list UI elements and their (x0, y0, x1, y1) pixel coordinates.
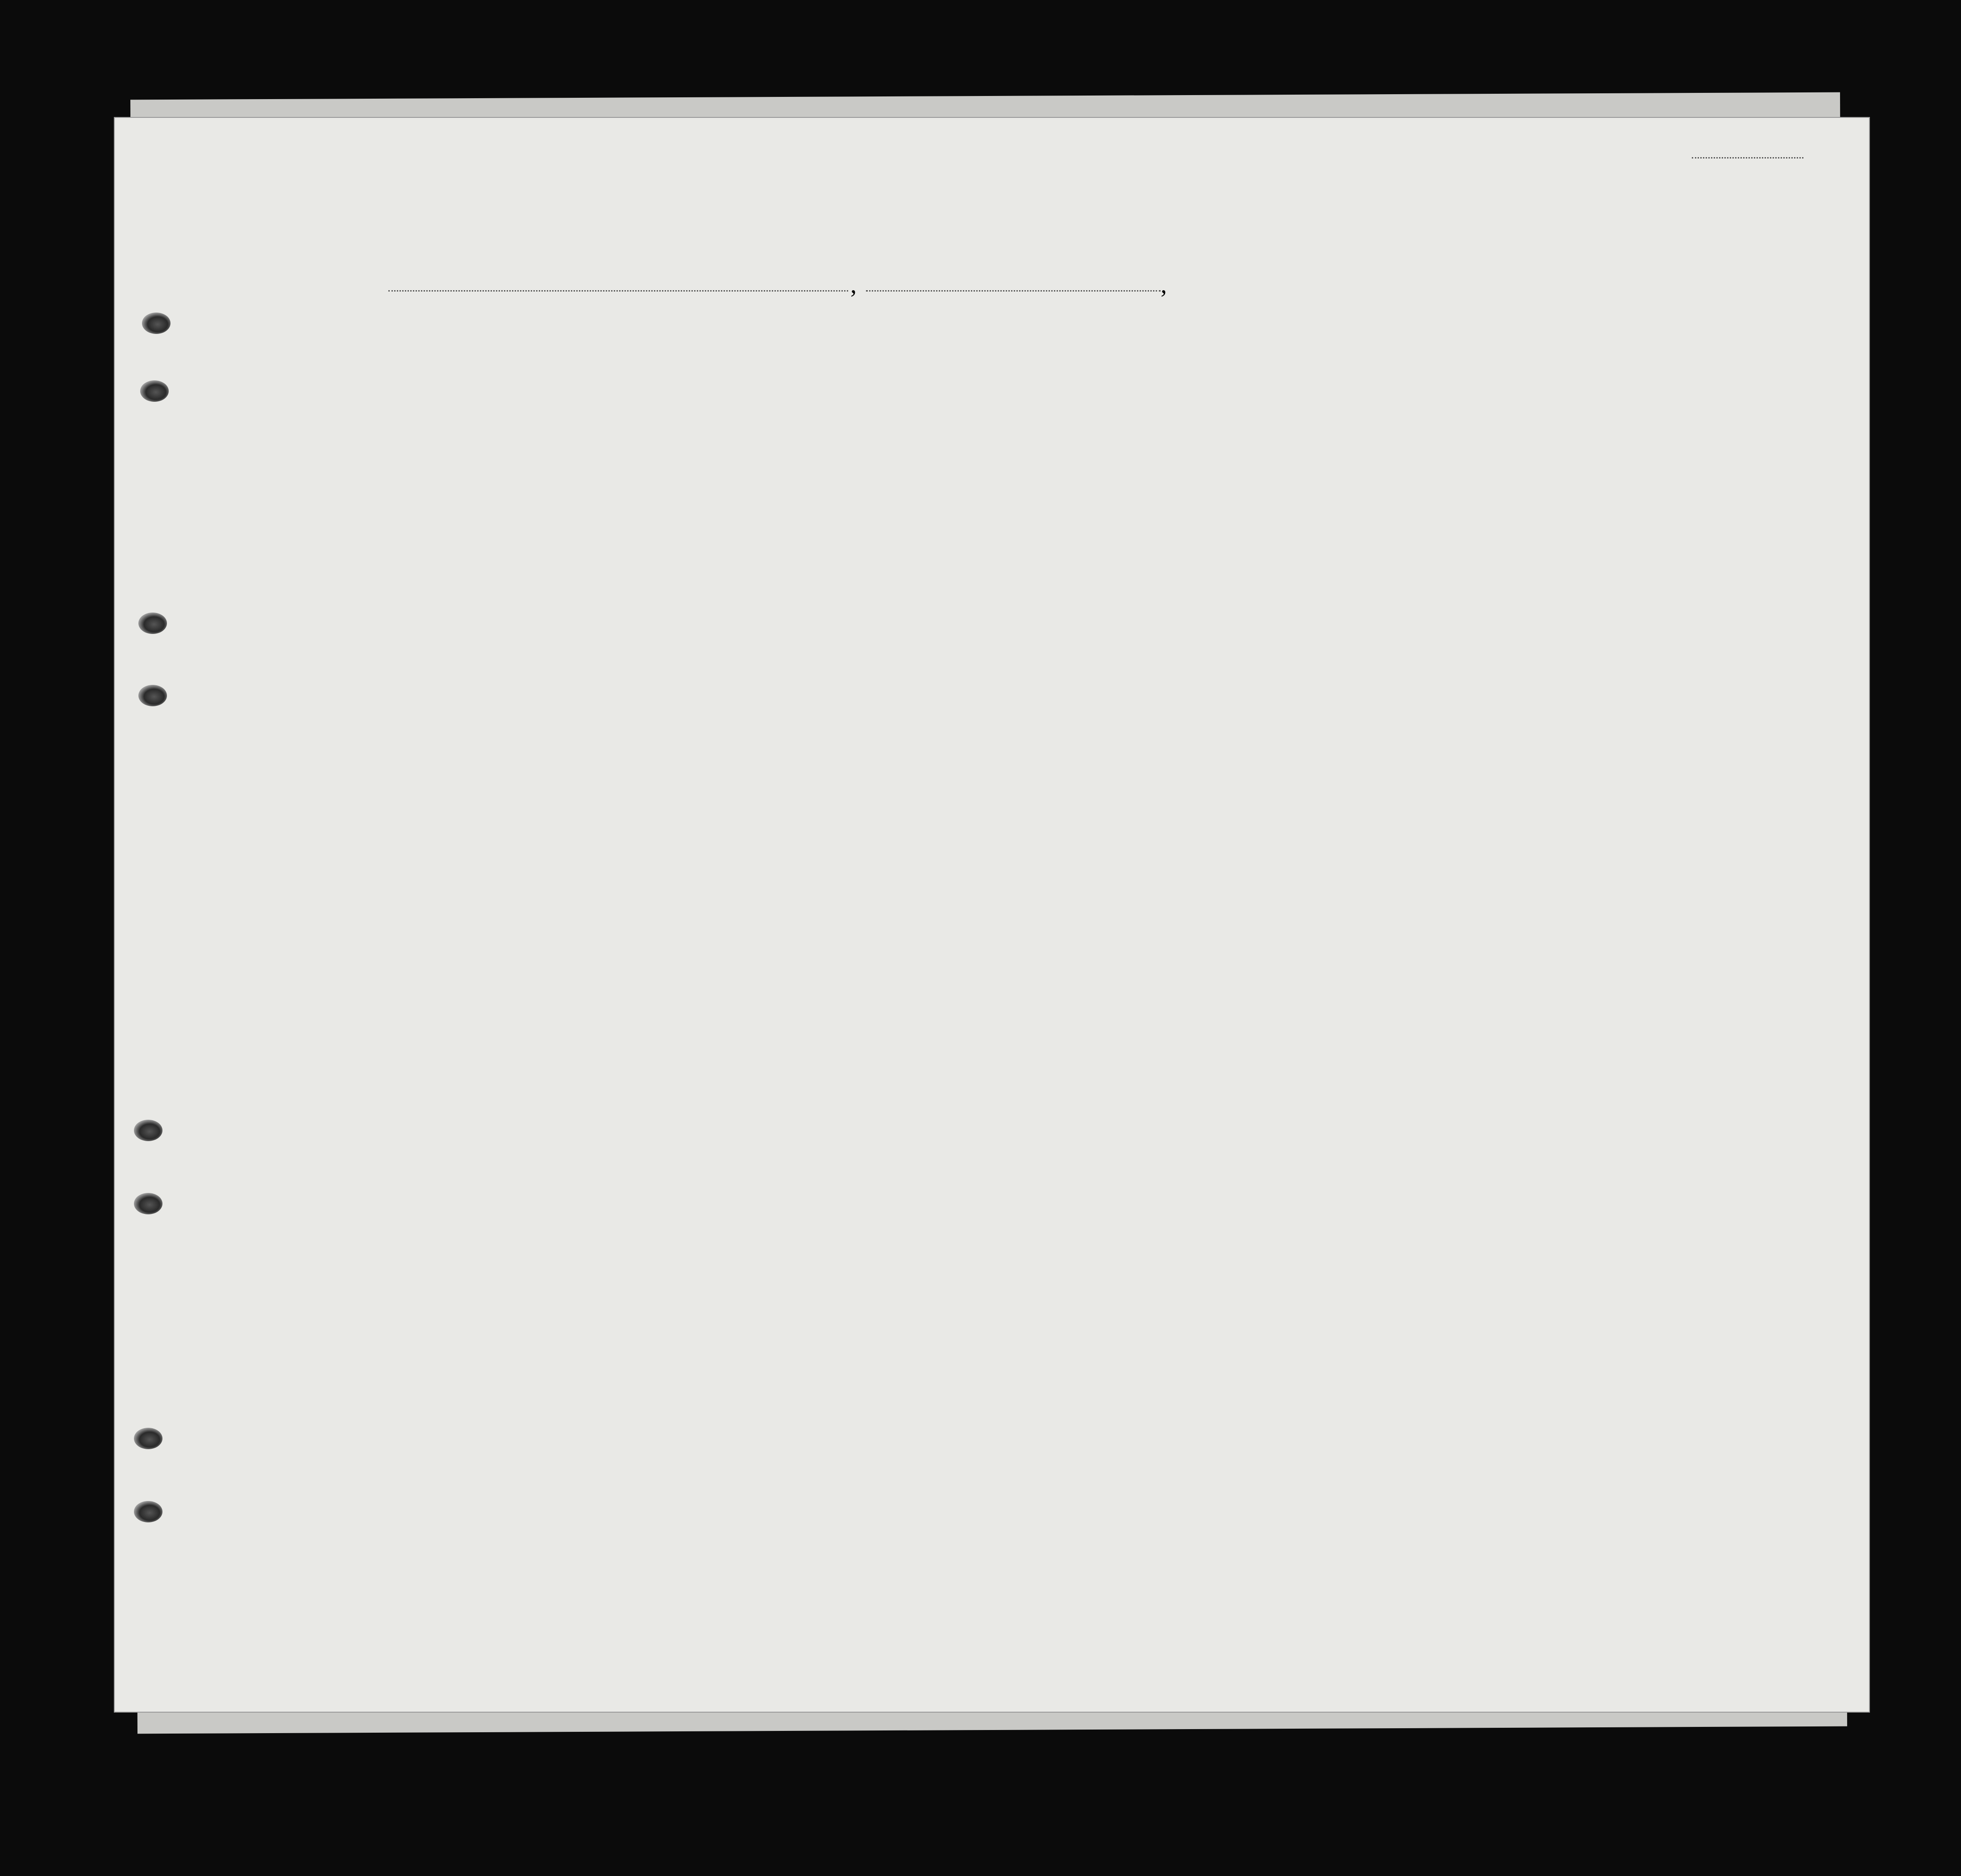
punch-hole (142, 313, 171, 334)
punch-hole (134, 1428, 162, 1449)
comma-2: , (1161, 271, 1167, 299)
punch-hole (138, 685, 167, 706)
punch-hole (140, 380, 169, 402)
punch-hole (134, 1501, 162, 1522)
comma-1: , (850, 271, 857, 299)
punch-hole (134, 1120, 162, 1141)
punch-hole (138, 613, 167, 634)
punch-hole (134, 1193, 162, 1214)
